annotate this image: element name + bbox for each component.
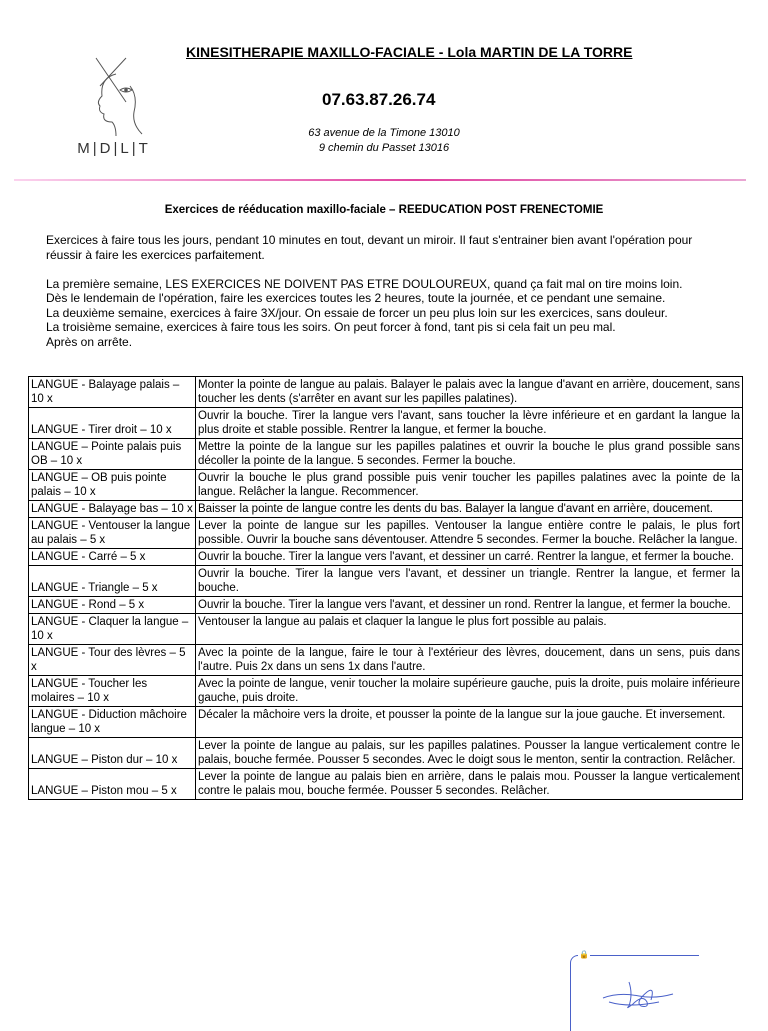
schedule-line: La troisième semaine, exercices à faire tous les soirs. On peut forcer à fond, tant pis si cela fait un peu mal. bbox=[46, 320, 616, 334]
exercise-name: LANGUE - Balayage palais – 10 x bbox=[29, 377, 196, 408]
exercise-name: LANGUE - Diduction mâchoire langue – 10 x bbox=[29, 707, 196, 738]
lock-icon: 🔒 bbox=[579, 950, 589, 959]
exercise-description: Avec la pointe de la langue, faire le tour à l'extérieur des lèvres, doucement, dans un sens, puis dans l'autre. Puis 2x dans un sens 1x dans l'autre. bbox=[196, 645, 743, 676]
exercise-table bbox=[28, 376, 743, 800]
phone-number: 07.63.87.26.74 bbox=[322, 90, 436, 109]
schedule-line: La deuxième semaine, exercices à faire 3X/jour. On essaie de forcer un peu plus loin sur les exercices, sans douleur. bbox=[46, 305, 668, 320]
exercise-description: Avec la pointe de langue, venir toucher la molaire supérieure gauche, puis la droite, puis molaire inférieure gauche, puis droite. bbox=[196, 676, 743, 707]
table-row bbox=[29, 769, 743, 800]
table-row bbox=[29, 549, 743, 566]
address-line-2: 9 chemin du Passet 13016 bbox=[318, 142, 450, 154]
exercise-description: Ouvrir la bouche le plus grand possible puis venir toucher les papilles palatines avec la pointe de la langue. Relâcher la langue. Recommencer. bbox=[196, 470, 743, 501]
exercise-name: LANGUE – Piston dur – 10 x bbox=[29, 738, 196, 769]
instructions bbox=[46, 233, 726, 349]
exercise-description: Lever la pointe de langue au palais bien en arrière, dans le palais mou. Pousser la langue verticalement contre le palais mou, bouche fermée. Pousser 5 secondes. Relâcher. bbox=[196, 769, 743, 800]
exercise-name: LANGUE - Balayage bas – 10 x bbox=[29, 501, 196, 518]
exercise-description: Lever la pointe de langue au palais, sur les papilles palatines. Pousser la langue verticalement contre le palais, bouche fermée. Pousser 5 secondes. Avec le doigt sous le menton, sentir la contraction. Relâcher. bbox=[196, 738, 743, 769]
table-row bbox=[29, 518, 743, 549]
exercise-name: LANGUE – Pointe palais puis OB – 10 x bbox=[29, 439, 196, 470]
signature-scribble bbox=[599, 974, 679, 1014]
exercise-name: LANGUE - Carré – 5 x bbox=[29, 549, 196, 566]
exercise-name: LANGUE - Claquer la langue – 10 x bbox=[29, 614, 196, 645]
header-divider bbox=[14, 179, 746, 181]
address-block bbox=[290, 126, 478, 156]
exercise-name: LANGUE - Toucher les molaires – 10 x bbox=[29, 676, 196, 707]
exercise-name: LANGUE - Triangle – 5 x bbox=[29, 566, 196, 597]
table-row bbox=[29, 377, 743, 408]
exercise-name: LANGUE – Piston mou – 5 x bbox=[29, 769, 196, 800]
table-row bbox=[29, 676, 743, 707]
signature-field[interactable] bbox=[570, 955, 699, 1031]
practice-title: KINESITHERAPIE MAXILLO-FACIALE - Lola MARTIN DE LA TORRE bbox=[186, 44, 633, 60]
exercise-description: Mettre la pointe de la langue sur les papilles palatines et ouvrir la bouche le plus grand possible sans décoller la pointe de la langue. 5 secondes. Fermer la bouche. bbox=[196, 439, 743, 470]
table-row bbox=[29, 707, 743, 738]
table-row bbox=[29, 501, 743, 518]
table-row bbox=[29, 645, 743, 676]
table-row bbox=[29, 566, 743, 597]
exercise-name: LANGUE - Rond – 5 x bbox=[29, 597, 196, 614]
intro-paragraph: Exercices à faire tous les jours, pendant 10 minutes en tout, devant un miroir. Il faut s'entrainer bien avant l'opération pour réussir à faire les exercices parfaitement. bbox=[46, 233, 693, 262]
address-line-1: 63 avenue de la Timone 13010 bbox=[308, 127, 460, 139]
exercise-description: Ouvrir la bouche. Tirer la langue vers l'avant, et dessiner un carré. Rentrer la langue, et fermer la bouche. bbox=[196, 549, 743, 566]
exercise-description: Ouvrir la bouche. Tirer la langue vers l'avant, et dessiner un triangle. Rentrer la langue, et fermer la bouche. bbox=[196, 566, 743, 597]
exercise-name: LANGUE - Tour des lèvres – 5 x bbox=[29, 645, 196, 676]
table-row bbox=[29, 614, 743, 645]
face-profile-icon bbox=[86, 56, 144, 140]
exercise-description: Monter la pointe de langue au palais. Balayer le palais avec la langue d'avant en arrière, doucement, sans toucher les dents (s'arrêter en avant sur les papilles palatines). bbox=[196, 377, 743, 408]
exercise-description: Décaler la mâchoire vers la droite, et pousser la pointe de la langue sur la joue gauche. Et inversement. bbox=[196, 707, 743, 738]
exercise-description: Ventouser la langue au palais et claquer la langue le plus fort possible au palais. bbox=[196, 614, 743, 645]
schedule-line: Dès le lendemain de l'opération, faire les exercices toutes les 2 heures, toute la journée, et ce pendant une semaine. bbox=[46, 291, 666, 305]
exercise-name: LANGUE – OB puis pointe palais – 10 x bbox=[29, 470, 196, 501]
document-heading: Exercices de rééducation maxillo-faciale – REEDUCATION POST FRENECTOMIE bbox=[164, 204, 604, 216]
exercise-description: Ouvrir la bouche. Tirer la langue vers l'avant, sans toucher la lèvre inférieure et en gardant la langue la plus droite et stable possible. Rentrer la langue, et fermer la bouche. bbox=[196, 408, 743, 439]
table-row bbox=[29, 439, 743, 470]
exercise-description: Ouvrir la bouche. Tirer la langue vers l'avant, et dessiner un rond. Rentrer la langue, et fermer la bouche. bbox=[196, 597, 743, 614]
schedule-line: Après on arrête. bbox=[46, 334, 133, 349]
table-row bbox=[29, 408, 743, 439]
exercise-description: Lever la pointe de langue sur les papilles. Ventouser la langue entière contre le palais, le plus fort possible. Ouvrir la bouche sans déventouser. Attendre 5 secondes. Fermer la bouche. Relâcher la langue. bbox=[196, 518, 743, 549]
schedule-line: La première semaine, LES EXERCICES NE DOIVENT PAS ETRE DOULOUREUX, quand ça fait mal on tire moins loin. bbox=[46, 276, 683, 291]
table-row bbox=[29, 597, 743, 614]
exercise-name: LANGUE - Tirer droit – 10 x bbox=[29, 408, 196, 439]
exercise-description: Baisser la pointe de langue contre les dents du bas. Balayer la langue d'avant en arrière, doucement. bbox=[196, 501, 743, 518]
logo-text: M|D|L|T bbox=[77, 140, 151, 157]
exercise-name: LANGUE - Ventouser la langue au palais – 5 x bbox=[29, 518, 196, 549]
table-row bbox=[29, 738, 743, 769]
table-row bbox=[29, 470, 743, 501]
logo bbox=[58, 56, 170, 164]
